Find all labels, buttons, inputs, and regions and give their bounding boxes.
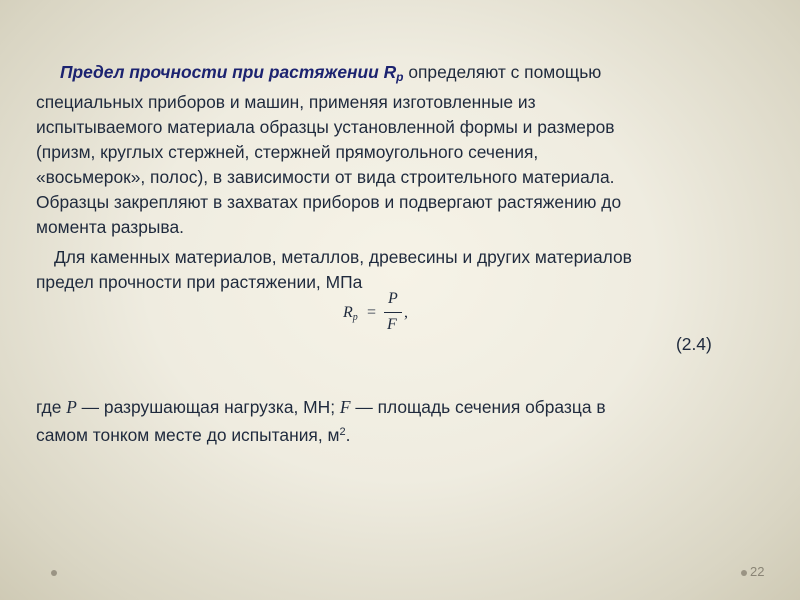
line1-rest: определяют с помощью	[403, 62, 602, 82]
bullet-dot-right	[741, 570, 747, 576]
lead-term: Предел прочности при растяжении $R_p$	[60, 62, 404, 84]
formula-comma: ,	[404, 304, 408, 321]
fraction-bar	[384, 312, 402, 313]
para1-line5: «восьмерок», полос), в зависимости от вида строительного материала.	[36, 167, 615, 187]
formula-equals: =	[367, 304, 377, 321]
paragraph-materials	[36, 245, 736, 295]
para1-line2: специальных приборов и машин, применяя изготовленные из	[36, 92, 536, 112]
para2-line1: Для каменных материалов, металлов, древесины и других материалов	[54, 247, 632, 267]
page-number: 22	[750, 564, 765, 579]
para3-period: .	[345, 425, 351, 445]
para1-line3: испытываемого материала образцы установленной формы и размеров	[36, 117, 615, 137]
formula-tensile-strength	[343, 292, 463, 342]
square-superscript: 2	[339, 426, 346, 438]
para1-line6: Образцы закрепляют в захватах приборов и подвергают растяжению до	[36, 192, 622, 212]
paragraph-tensile-strength-definition	[36, 60, 736, 240]
para2-line2: предел прочности при растяжении, МПа	[36, 272, 363, 292]
symbol-p: P	[66, 397, 77, 417]
paragraph-variable-definitions	[36, 395, 736, 448]
formula-denominator: F	[387, 316, 397, 333]
formula-lhs: $R_p$	[343, 304, 358, 323]
symbol-f: F	[339, 397, 351, 417]
where-prefix: где	[36, 397, 67, 417]
f-description: — площадь сечения образца в	[350, 397, 606, 417]
formula-numerator: P	[388, 290, 398, 307]
para3-line2: самом тонком месте до испытания, м	[36, 425, 340, 445]
bullet-dot-left	[51, 570, 57, 576]
equation-number: (2.4)	[676, 334, 712, 354]
p-description: — разрушающая нагрузка, МН;	[76, 397, 340, 417]
para1-line4: (призм, круглых стержней, стержней прямоугольного сечения,	[36, 142, 539, 162]
para1-line7: момента разрыва.	[36, 217, 184, 237]
